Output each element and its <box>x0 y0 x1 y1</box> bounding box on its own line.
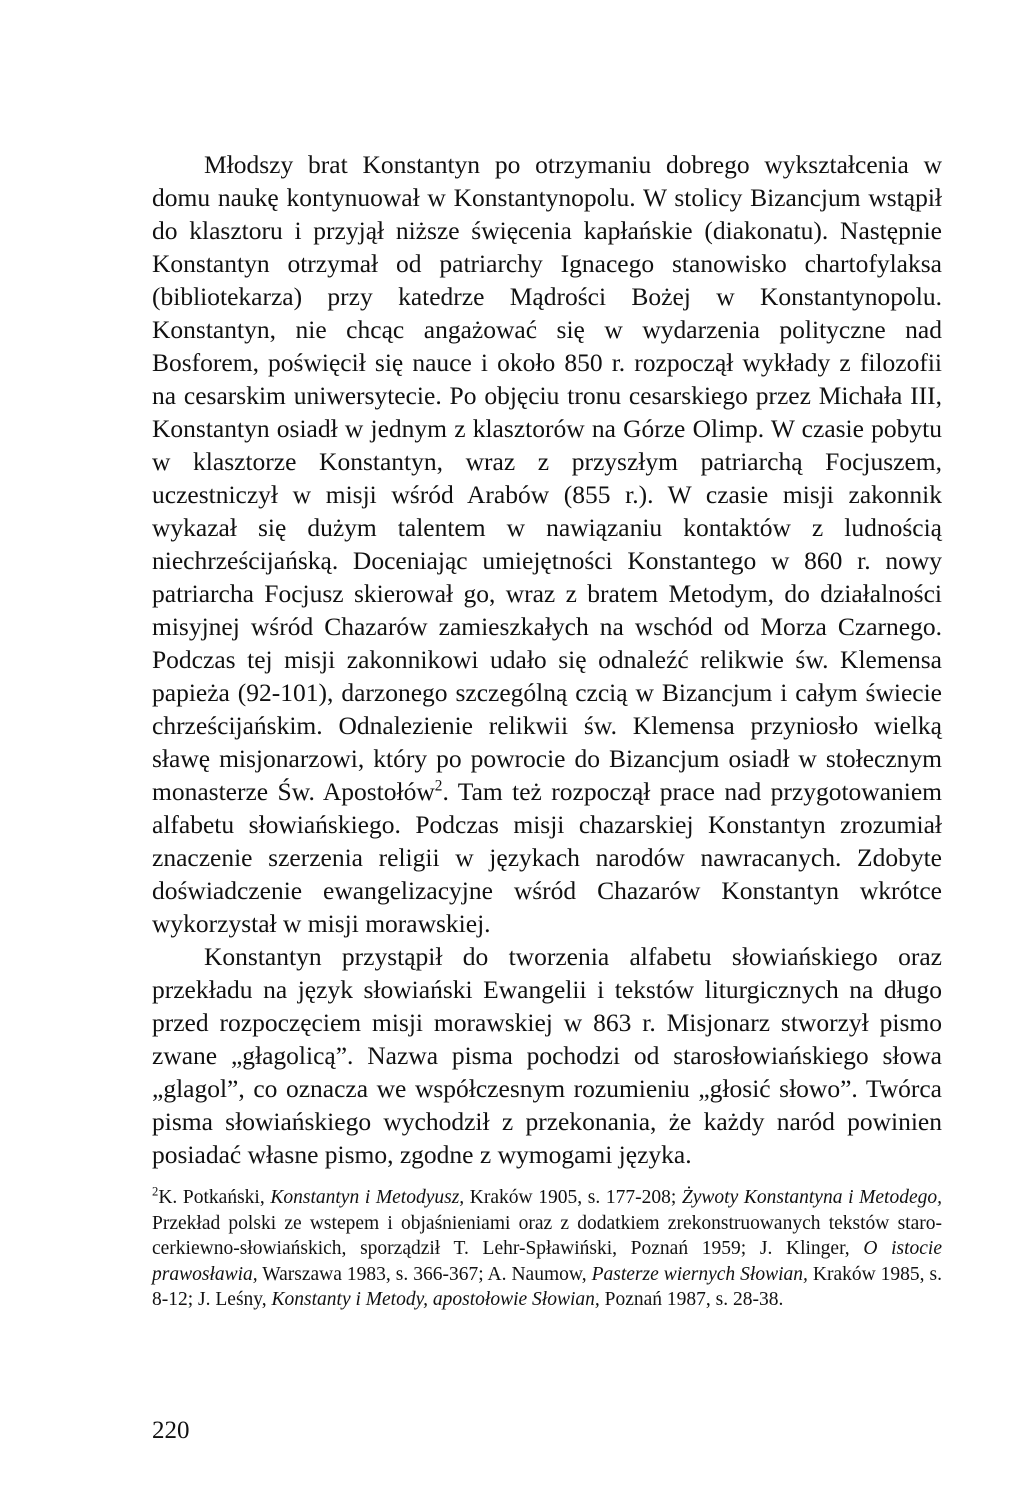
footnote-title: Konstanty i Metody, apostołowie Słowian, <box>271 1289 600 1310</box>
footnote-segment: Przekład polski ze wstepem i objaśnieniami oraz z dodatkiem zrekonstruowanych tekstów staro-cerkiewno-słowiańskich, sporządził T. Lehr-Spławiński, Poznań 1959; J. Klinger, <box>152 1212 942 1259</box>
page-number: 220 <box>152 1417 190 1444</box>
page-body <box>152 148 942 1313</box>
footnote <box>152 1185 942 1313</box>
footnote-segment: Kraków 1985, s. 8-12; J. Leśny, <box>152 1263 942 1310</box>
paragraph-2-text: Konstantyn przystąpił do tworzenia alfabetu słowiańskiego oraz przekładu na język słowiański Ewangelii i tekstów liturgicznych na długo przed rozpoczęciem misji morawskiej w 863 r. Misjonarz stworzył pismo zwane „głagolicą”. Nazwa pisma pochodzi od starosłowiańskiego słowa „glagol”, co oznacza we współczesnym rozumieniu „głosić słowo”. Twórca pisma słowiańskiego wychodził z przekonania, że każdy naród powinien posiadać własne pismo, zgodne z wymogami języka. <box>152 942 942 1169</box>
footnote-segment: Poznań 1987, s. 28-38. <box>599 1289 784 1310</box>
footnote-title: Konstantyn i Metodyusz, <box>270 1187 465 1208</box>
footnote-reference[interactable]: 2 <box>434 777 443 795</box>
paragraph-1-tail: . Tam też rozpoczął prace nad przygotowaniem alfabetu słowiańskiego. Podczas misji chazarskiej Konstantyn zrozumiał znaczenie szerzenia religii w językach narodów nawracanych. Zdobyte doświadczenie ewangelizacyjne wśród Chazarów Konstantyn wkrótce wykorzystał w misji morawskiej. <box>152 777 942 938</box>
paragraph-1 <box>152 148 942 940</box>
footnote-title: Pasterze wiernych Słowian, <box>591 1263 808 1285</box>
footnote-mark: 2 <box>152 1184 159 1199</box>
paragraph-2 <box>152 940 942 1171</box>
footnote-segment: K. Potkański, <box>158 1187 271 1208</box>
footnote-title: O istocie prawosławia, <box>152 1238 943 1285</box>
paragraph-1-text: Młodszy brat Konstantyn po otrzymaniu dobrego wykształcenia w domu naukę kontynuował w Konstantynopolu. W stolicy Bizancjum wstąpił do klasztoru i przyjął niższe święcenia kapłańskie (diakonatu). Następnie Konstantyn otrzymał od patriarchy Ignacego stanowisko chartofylaksa (bibliotekarza) przy katedrze Mądrości Bożej w Konstantynopolu. Konstantyn, nie chcąc angażować się w wydarzenia polityczne nad Bosforem, poświęcił się nauce i około 850 r. rozpoczął wykłady z filozofii na cesarskim uniwersytecie. Po objęciu tronu cesarskiego przez Michała III, Konstantyn osiadł w jednym z klasztorów na Górze Olimp. W czasie pobytu w klasztorze Konstantyn, wraz z przyszłym patriarchą Focjuszem, uczestniczył w misji wśród Arabów (855 r.). W czasie misji zakonnik wykazał się dużym talentem w nawiązaniu kontaktów z ludnością niechrześcijańską. Doceniając umiejętności Konstantego w 860 r. nowy patriarcha Focjusz skierował go, wraz z bratem Metodym, do działalności misyjnej wśród Chazarów zamieszkałych na wschód od Morza Czarnego. Podczas tej misji zakonnikowi udało się odnaleźć relikwie św. Klemensa papieża (92-101), darzonego szczególną czcią w Bizancjum i całym świecie chrześcijańskim. Odnalezienie relikwii św. Klemensa przyniosło wielką sławę misjonarzowi, który po powrocie do Bizancjum osiadł w stołecznym monasterze Św. Apostołów <box>152 150 942 806</box>
footnote-title: Żywoty Konstantyna i Metodego, <box>681 1187 942 1208</box>
footnote-segment: Kraków 1905, s. 177-208; <box>464 1187 682 1208</box>
footnote-text <box>152 1184 943 1310</box>
footnote-segment: Warszawa 1983, s. 366-367; A. Naumow, <box>257 1263 592 1285</box>
